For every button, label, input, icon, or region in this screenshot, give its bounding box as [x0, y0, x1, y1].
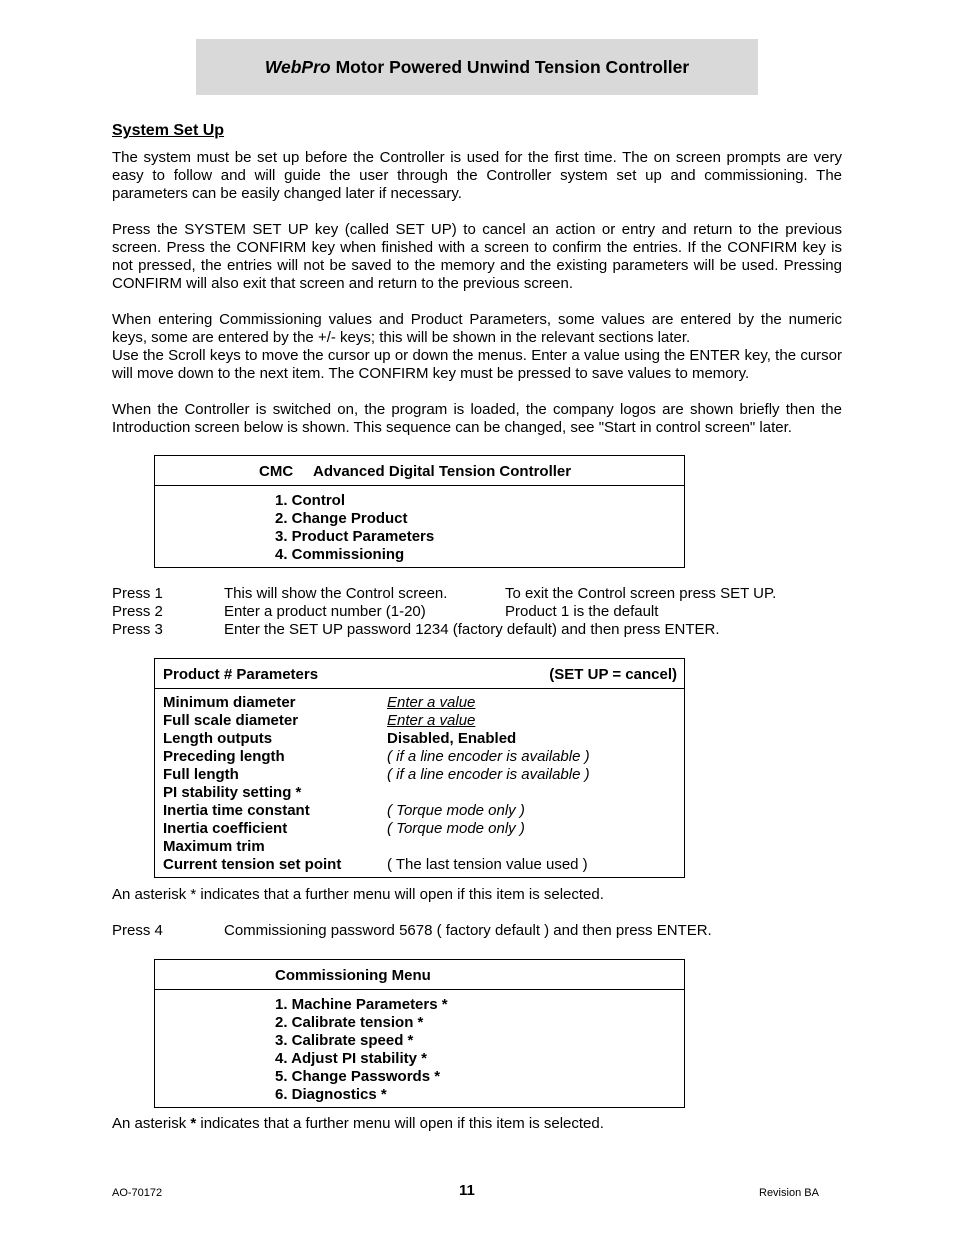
revision-label: Revision BA	[759, 1187, 819, 1199]
param-value: ( Torque mode only )	[387, 802, 525, 819]
param-name: Maximum trim	[163, 838, 265, 855]
asterisk-note-text: indicates that a further menu will open if this item is selected.	[196, 1115, 604, 1132]
press-key: Press 2	[112, 603, 163, 620]
menu-item-calibrate-tension: 2. Calibrate tension *	[275, 1014, 424, 1031]
menu-item-machine-parameters: 1. Machine Parameters *	[275, 996, 448, 1013]
param-name: Minimum diameter	[163, 694, 296, 711]
entering-values-paragraph: When entering Commissioning values and Product Parameters, some values are entered by the numeric keys, some are entered by the +/- keys; this will be shown in the relevant sections later.	[112, 311, 842, 346]
param-name: PI stability setting *	[163, 784, 302, 801]
page-number: 11	[459, 1182, 475, 1199]
commissioning-menu-list	[275, 996, 448, 1104]
menu-item-change-passwords: 5. Change Passwords *	[275, 1068, 441, 1085]
press-key: Press 1	[112, 585, 163, 602]
menu-item-commissioning: 4. Commissioning	[275, 546, 405, 563]
param-value: ( if a line encoder is available )	[387, 766, 590, 783]
press-action: Commissioning password 5678 ( factory default ) and then press ENTER.	[224, 922, 712, 939]
menu-item-adjust-pi-stability: 4. Adjust PI stability *	[275, 1050, 427, 1067]
menu-item-diagnostics: 6. Diagnostics *	[275, 1086, 387, 1103]
commissioning-screen-title: Commissioning Menu	[275, 967, 431, 984]
press-action: Enter the SET UP password 1234 (factory default) and then press ENTER.	[224, 621, 720, 638]
param-name: Inertia time constant	[163, 802, 310, 819]
page-title-banner	[196, 39, 758, 95]
cancel-hint: (SET UP = cancel)	[549, 666, 677, 683]
intro-paragraph: The system must be set up before the Controller is used for the first time. The on screen prompts are very easy to follow and will guide the user through the Controller system set up and commissioning. The parameters can be easily changed later if necessary.	[112, 149, 842, 202]
commissioning-screen	[154, 959, 685, 1108]
param-value: Enter a value	[387, 712, 476, 729]
section-heading: System Set Up	[112, 122, 225, 139]
menu-item-calibrate-speed: 3. Calibrate speed *	[275, 1032, 414, 1049]
param-value: ( if a line encoder is available )	[387, 748, 590, 765]
intro-menu-list	[275, 492, 434, 564]
param-name: Full length	[163, 766, 239, 783]
press-key: Press 3	[112, 621, 163, 638]
param-name: Full scale diameter	[163, 712, 299, 729]
intro-screen-header	[155, 456, 684, 486]
param-name: Inertia coefficient	[163, 820, 288, 837]
press-action: This will show the Control screen.	[224, 585, 448, 602]
asterisk-symbol: *	[190, 1115, 197, 1132]
param-name: Current tension set point	[163, 856, 342, 873]
asterisk-note-text: An asterisk	[112, 1115, 191, 1132]
asterisk-note	[112, 1115, 842, 1133]
setup-key-paragraph: Press the SYSTEM SET UP key (called SET UP) to cancel an action or entry and return to the previous screen. Press the CONFIRM key when finished with a screen to confirm the entries. If the CONFIRM key is not pressed, the entries will not be saved to the memory and the existing parameters will be used. Pressing CONFIRM will also exit that screen and return to the previous screen.	[112, 221, 842, 292]
press-note: To exit the Control screen press SET UP.	[505, 585, 777, 602]
param-name: Preceding length	[163, 748, 285, 765]
param-name: Length outputs	[163, 730, 273, 747]
menu-item-product-parameters: 3. Product Parameters	[275, 528, 435, 545]
param-value: Disabled, Enabled	[387, 730, 517, 747]
startup-paragraph: When the Controller is switched on, the program is loaded, the company logos are shown briefly then the Introduction screen below is shown. This sequence can be changed, see "Start in control screen" later.	[112, 401, 842, 436]
commissioning-screen-header	[155, 960, 684, 990]
param-value: Enter a value	[387, 694, 476, 711]
intro-screen-title: Advanced Digital Tension Controller	[313, 463, 572, 480]
document-id: AO-70172	[112, 1187, 163, 1199]
product-screen-title: Product # Parameters	[163, 666, 319, 683]
brand-name: WebPro	[264, 56, 331, 77]
scroll-keys-paragraph: Use the Scroll keys to move the cursor up or down the menus. Enter a value using the ENTER key, the cursor will move down to the next item. The CONFIRM key must be pressed to save values to memory.	[112, 347, 842, 382]
product-screen-header	[155, 659, 684, 689]
press-action: Enter a product number (1-20)	[224, 603, 426, 620]
page-title: Motor Powered Unwind Tension Controller	[335, 56, 690, 77]
intro-screen-box	[154, 455, 685, 568]
intro-screen-code: CMC	[259, 463, 294, 480]
asterisk-note: An asterisk * indicates that a further menu will open if this item is selected.	[112, 886, 604, 903]
press-key: Press 4	[112, 922, 163, 939]
param-value: ( The last tension value used )	[387, 856, 588, 873]
menu-item-control: 1. Control	[275, 492, 345, 509]
product-parameters-screen	[154, 658, 685, 878]
param-value: ( Torque mode only )	[387, 820, 525, 837]
menu-item-change-product: 2. Change Product	[275, 510, 408, 527]
press-note: Product 1 is the default	[505, 603, 659, 620]
